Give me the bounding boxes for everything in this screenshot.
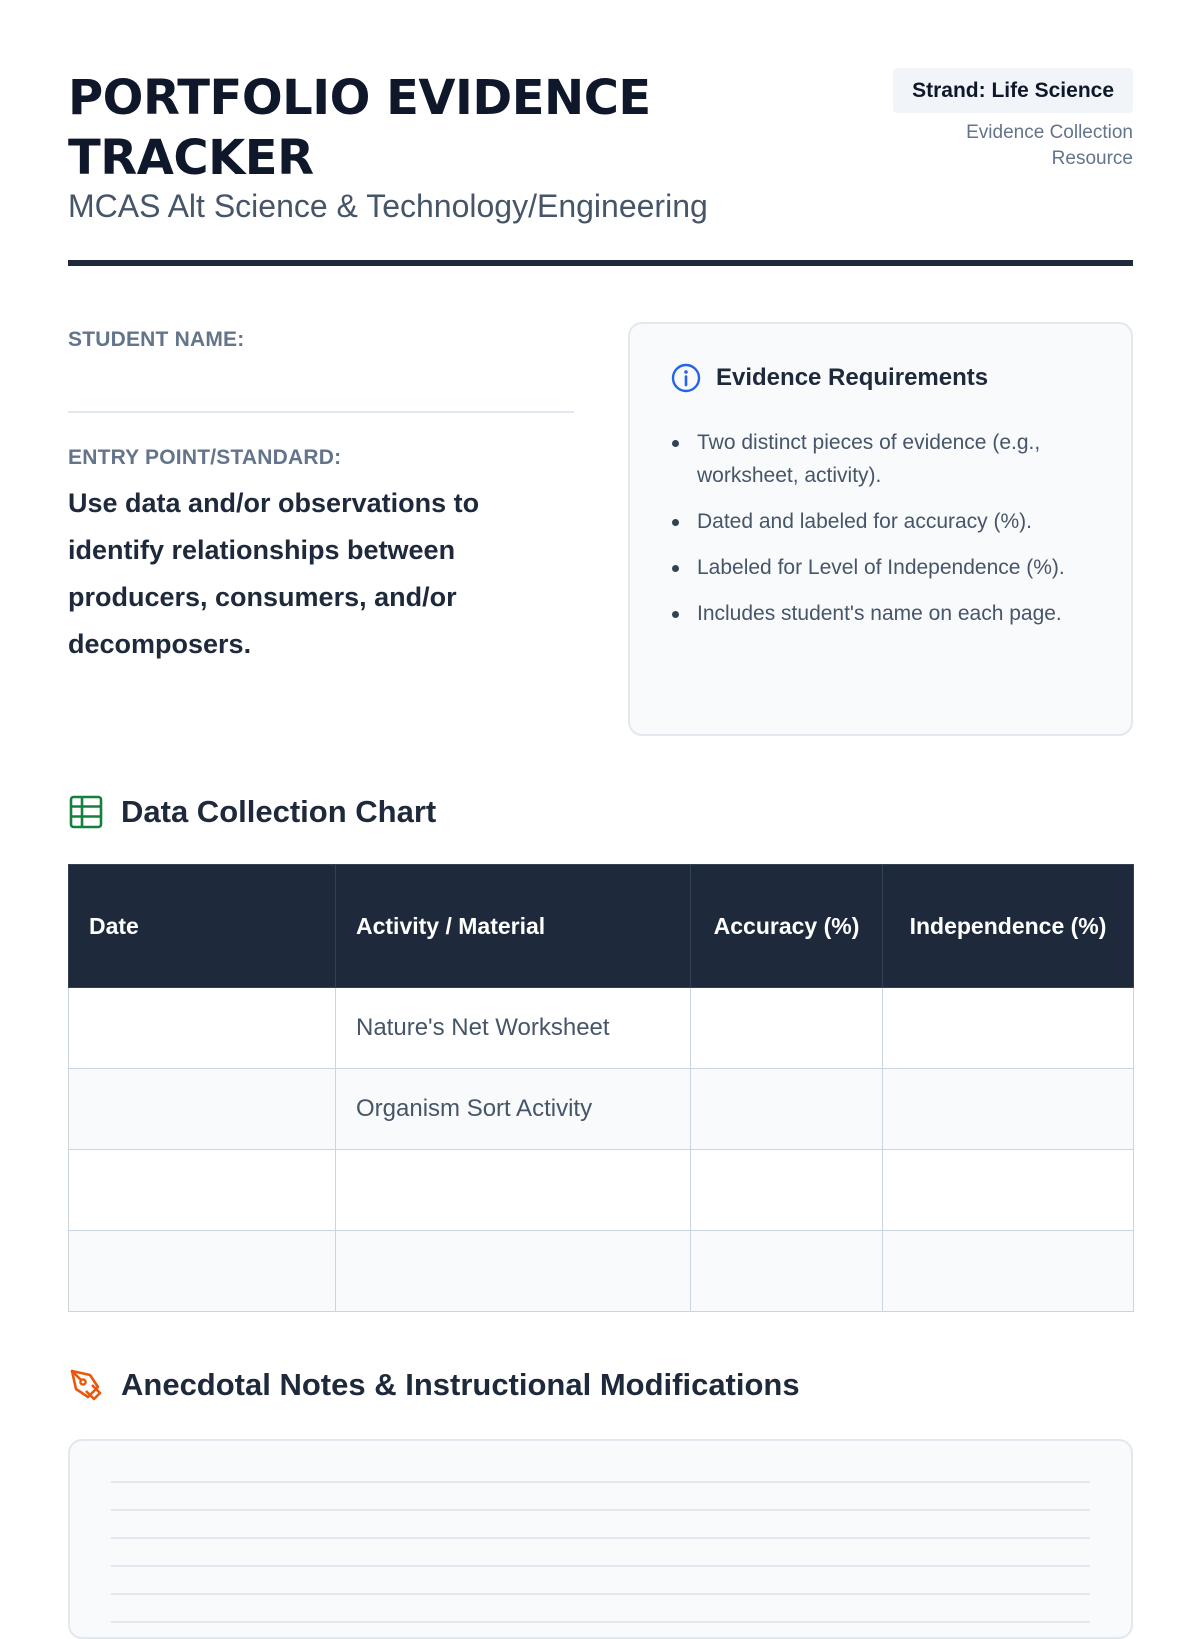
ruled-line: [111, 1565, 1090, 1567]
data-collection-heading: [68, 794, 436, 830]
independence-cell[interactable]: [883, 1231, 1134, 1312]
anecdotal-notes-title: Anecdotal Notes & Instructional Modifications: [121, 1367, 800, 1402]
list-item: Labeled for Level of Independence (%).: [670, 551, 1090, 584]
list-item: Two distinct pieces of evidence (e.g., worksheet, activity).: [670, 426, 1090, 492]
independence-cell[interactable]: [883, 988, 1134, 1069]
independence-cell[interactable]: [883, 1069, 1134, 1150]
activity-cell[interactable]: [336, 1231, 691, 1312]
independence-cell[interactable]: [883, 1150, 1134, 1231]
pen-icon: [68, 1367, 104, 1403]
evidence-requirements-card: [628, 322, 1133, 736]
anecdotal-notes-heading: [68, 1367, 800, 1403]
notes-writing-area[interactable]: [68, 1439, 1133, 1639]
ruled-line: [111, 1621, 1090, 1623]
date-cell[interactable]: [69, 1150, 336, 1231]
strand-badge: Strand: Life Science: [893, 68, 1133, 113]
column-header-activity: Activity / Material: [336, 865, 691, 988]
table-row: [69, 988, 1134, 1069]
evidence-requirements-list: [670, 426, 1090, 643]
table-icon: [68, 794, 104, 830]
evidence-requirements-title: Evidence Requirements: [716, 364, 989, 391]
date-cell[interactable]: [69, 988, 336, 1069]
page-subtitle: MCAS Alt Science & Technology/Engineering: [68, 188, 708, 224]
activity-cell[interactable]: [336, 1150, 691, 1231]
table-header-row: [69, 865, 1134, 988]
data-collection-table: [68, 864, 1134, 1312]
ruled-line: [111, 1509, 1090, 1511]
ruled-line: [111, 1537, 1090, 1539]
column-header-accuracy: Accuracy (%): [691, 865, 883, 988]
date-cell[interactable]: [69, 1231, 336, 1312]
evidence-requirements-header: [670, 362, 988, 394]
accuracy-cell[interactable]: [691, 1150, 883, 1231]
activity-cell[interactable]: Organism Sort Activity: [336, 1069, 691, 1150]
column-header-date: Date: [69, 865, 336, 988]
column-header-independence: Independence (%): [883, 865, 1134, 988]
accuracy-cell[interactable]: [691, 988, 883, 1069]
accuracy-cell[interactable]: [691, 1231, 883, 1312]
data-collection-title: Data Collection Chart: [121, 794, 437, 829]
accuracy-cell[interactable]: [691, 1069, 883, 1150]
student-name-label: STUDENT NAME:: [68, 328, 245, 351]
entry-point-label: ENTRY POINT/STANDARD:: [68, 446, 342, 469]
ruled-line: [111, 1481, 1090, 1483]
table-row: [69, 1150, 1134, 1231]
table-row: [69, 1069, 1134, 1150]
table-row: [69, 1231, 1134, 1312]
ruled-line: [111, 1593, 1090, 1595]
info-icon: [670, 362, 702, 394]
student-name-field[interactable]: [68, 411, 574, 413]
resource-note: Evidence Collection Resource: [966, 122, 1133, 169]
date-cell[interactable]: [69, 1069, 336, 1150]
header: [68, 66, 1133, 266]
list-item: Dated and labeled for accuracy (%).: [670, 505, 1090, 538]
entry-point-text: Use data and/or observations to identify relationships between producers, consumers, and/or decomposers.: [68, 488, 480, 659]
page: [68, 66, 1133, 1402]
page-title: PORTFOLIO EVIDENCE TRACKER: [68, 70, 651, 186]
list-item: Includes student's name on each page.: [670, 597, 1090, 630]
activity-cell[interactable]: Nature's Net Worksheet: [336, 988, 691, 1069]
